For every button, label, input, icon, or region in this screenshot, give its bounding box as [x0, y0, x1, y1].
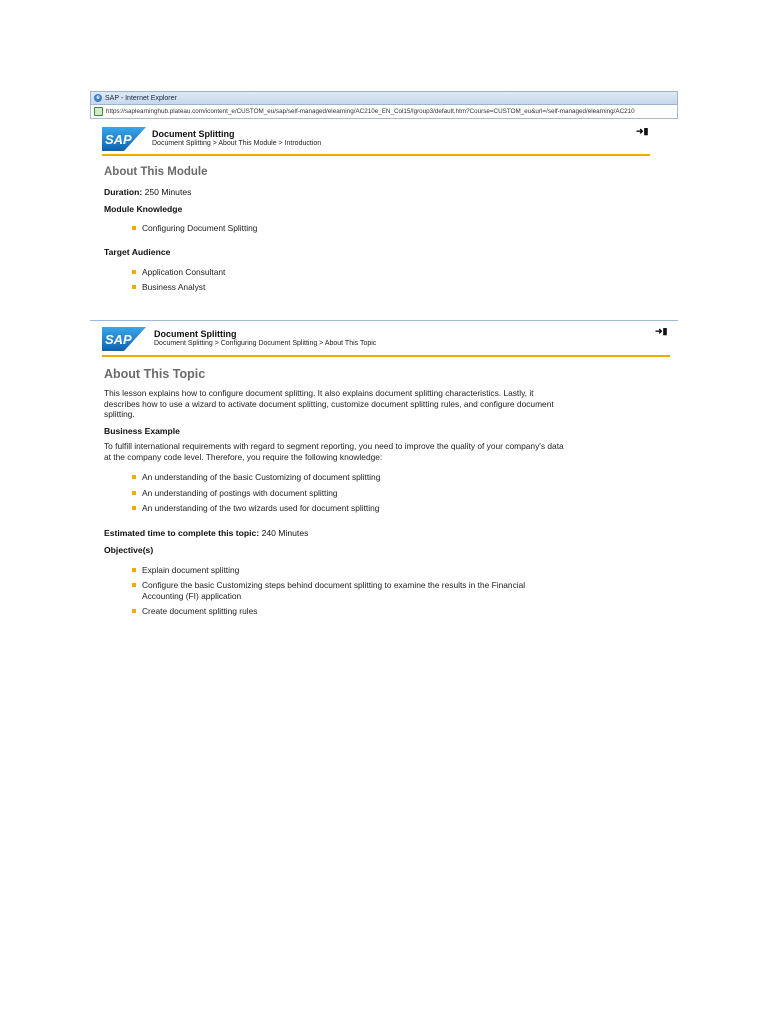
internet-explorer-icon: e [94, 94, 102, 102]
bullet-square-icon [132, 475, 136, 479]
list-item: Create document splitting rules [132, 606, 257, 616]
list-item: Explain document splitting [132, 565, 239, 575]
estimated-time-label: Estimated time to complete this topic: [104, 528, 260, 538]
list-item: Configure the basic Customizing steps behind document splitting to examine the results in the Financial Accounting (FI) application [132, 580, 542, 601]
screenshot-divider [90, 320, 678, 321]
lock-icon [94, 107, 103, 116]
duration-value: 250 Minutes [144, 187, 192, 197]
browser-titlebar [90, 91, 678, 105]
bullet-square-icon [132, 609, 136, 613]
module-breadcrumb[interactable]: Document Splitting > About This Module > Introduction [152, 140, 322, 147]
list-item: An understanding of the basic Customizing of document splitting [132, 472, 380, 482]
topic-breadcrumb[interactable]: Document Splitting > Configuring Document Splitting > About This Topic [154, 340, 377, 347]
bullet-square-icon [132, 583, 136, 587]
bullet-square-icon [132, 491, 136, 495]
list-item: Application Consultant [132, 267, 225, 277]
topic-intro: This lesson explains how to configure document splitting. It also explains document splitting characteristics. Lastly, it describes how to use a wizard to activate document splitting, customize document splitting rules, and configure document splitting. [104, 388, 554, 419]
list-item: Configuring Document Splitting [132, 223, 257, 233]
business-example-label: Business Example [104, 426, 180, 436]
exit-door-icon[interactable]: ➜▮ [636, 126, 649, 136]
bullet-square-icon [132, 568, 136, 572]
module-knowledge-label: Module Knowledge [104, 204, 183, 214]
topic-course-title: Document Splitting [154, 329, 237, 339]
bullet-square-icon [132, 285, 136, 289]
address-bar[interactable] [90, 105, 678, 119]
topic-heading: About This Topic [104, 367, 206, 381]
objectives-label: Objective(s) [104, 545, 154, 555]
business-example-text: To fulfill international requirements with regard to segment reporting, you need to improve the quality of your company's data at the company code level. Therefore, you require the following knowledge: [104, 441, 564, 462]
header-divider [102, 154, 650, 156]
bullet-square-icon [132, 506, 136, 510]
estimated-time-value: 240 Minutes [261, 528, 309, 538]
sap-logo-text: SAP [105, 132, 132, 147]
duration-line [104, 187, 191, 197]
duration-label: Duration: [104, 187, 143, 197]
bullet-square-icon [132, 270, 136, 274]
module-heading: About This Module [104, 166, 208, 178]
sap-logo [102, 127, 146, 151]
list-item: An understanding of postings with document splitting [132, 488, 338, 498]
address-url[interactable]: https://saplearninghub.plateau.com/icontent_e/CUSTOM_eu/sap/self-managed/elearning/AC210e_EN_Col15/lgroup3/default.htm?Course=CUSTOM_eu&url=/self-managed/elearning/AC210 [106, 108, 635, 115]
browser-window [90, 91, 678, 119]
bullet-square-icon [132, 226, 136, 230]
exit-door-icon[interactable]: ➜▮ [655, 326, 668, 336]
list-item: An understanding of the two wizards used for document splitting [132, 503, 379, 513]
list-item: Business Analyst [132, 282, 205, 292]
estimated-time-line [104, 528, 308, 538]
sap-logo [102, 327, 146, 351]
browser-title: SAP - Internet Explorer [105, 94, 177, 102]
sap-logo-text: SAP [105, 332, 132, 347]
module-course-title: Document Splitting [152, 129, 235, 139]
target-audience-label: Target Audience [104, 247, 171, 257]
header-divider [102, 355, 670, 357]
